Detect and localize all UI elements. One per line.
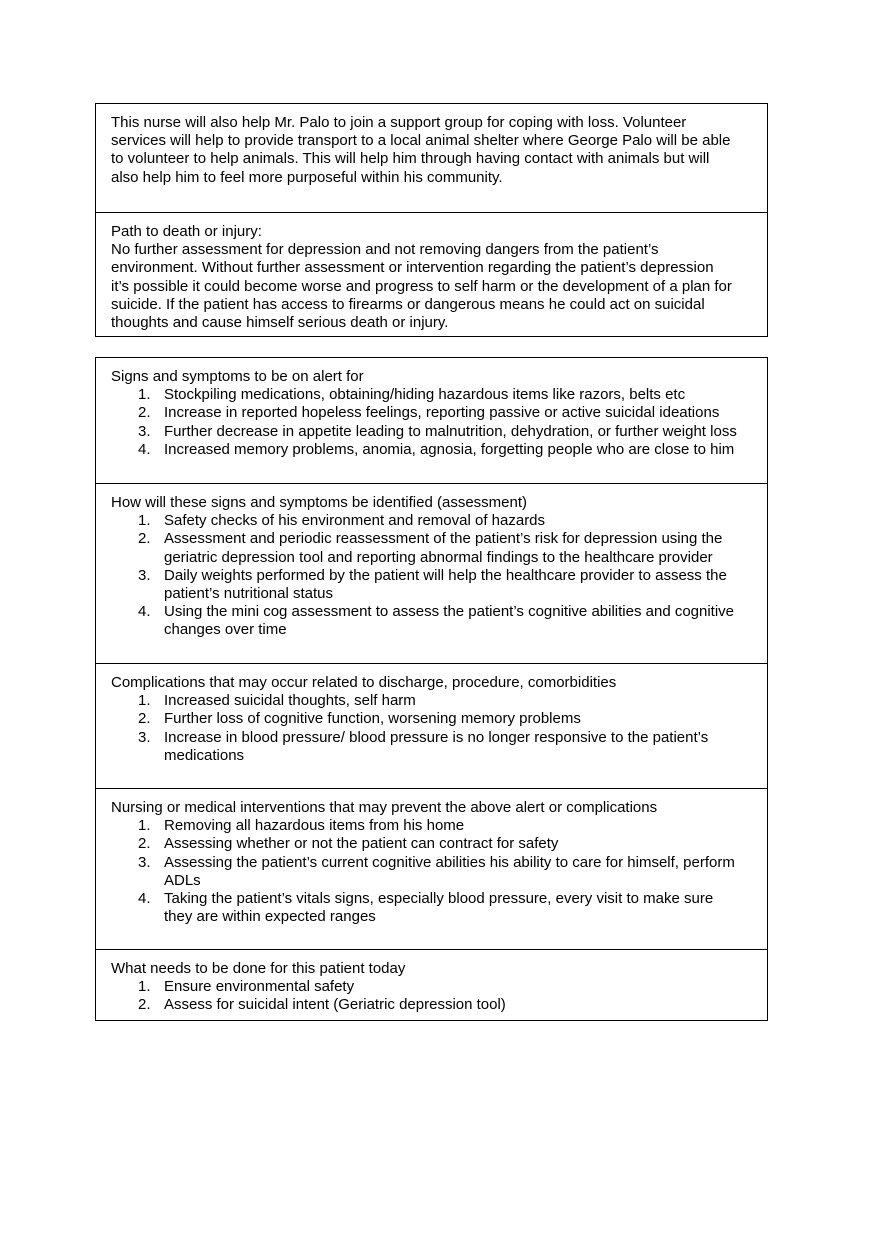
discharge-table-2 (95, 357, 768, 1021)
support-line: services will help to provide transport to a local animal shelter where George Palo will be able (111, 132, 731, 150)
list-item: 4. Using the mini cog assessment to assess the patient’s cognitive abilities and cognitive changes over time (138, 603, 735, 639)
list-item: 3. Increase in blood pressure/ blood pressure is no longer responsive to the patient’s medications (138, 728, 709, 764)
complications-heading: Complications that may occur related to discharge, procedure, comorbidities (111, 674, 617, 691)
support-line: also help him to feel more purposeful within his community. (111, 168, 503, 186)
assessment-list (111, 512, 767, 639)
interventions-cell (96, 789, 767, 950)
interventions-heading: Nursing or medical interventions that may prevent the above alert or complications (111, 799, 658, 816)
list-item: 4. Taking the patient’s vitals signs, especially blood pressure, every visit to make sure they are within expected ranges (138, 890, 714, 926)
list-item: 4. Increased memory problems, anomia, agnosia, forgetting people who are close to him (138, 440, 735, 458)
path-to-injury-cell (96, 213, 767, 336)
list-item: 1. Stockpiling medications, obtaining/hiding hazardous items like razors, belts etc (138, 386, 686, 404)
list-item: 3. Assessing the patient’s current cognitive abilities his ability to care for himself, perform ADLs (138, 853, 735, 889)
signs-list (111, 386, 767, 459)
list-item: 1. Ensure environmental safety (138, 978, 355, 996)
support-plan-cell (96, 104, 767, 213)
list-item: 2. Assess for suicidal intent (Geriatric depression tool) (138, 996, 506, 1014)
complications-list (111, 692, 767, 765)
list-item: 1. Removing all hazardous items from his home (138, 817, 465, 835)
list-item: 2. Assessment and periodic reassessment of the patient’s risk for depression using the geriatric depression tool and reporting abnormal findings to the healthcare provider (138, 530, 723, 566)
today-heading: What needs to be done for this patient today (111, 960, 406, 977)
list-item: 2. Increase in reported hopeless feelings, reporting passive or active suicidal ideations (138, 404, 720, 422)
assessment-cell (96, 484, 767, 664)
list-item: 2. Further loss of cognitive function, worsening memory problems (138, 710, 581, 728)
interventions-list (111, 817, 767, 926)
path-heading: Path to death or injury: (111, 223, 262, 240)
path-line: it’s possible it could become worse and progress to self harm or the development of a plan for (111, 277, 732, 295)
list-item: 3. Further decrease in appetite leading to malnutrition, dehydration, or further weight loss (138, 422, 737, 440)
assessment-heading: How will these signs and symptoms be identified (assessment) (111, 494, 528, 511)
list-item: 2. Assessing whether or not the patient can contract for safety (138, 835, 559, 853)
path-line: No further assessment for depression and not removing dangers from the patient’s (111, 241, 659, 259)
discharge-table-1 (95, 103, 768, 337)
list-item: 1. Increased suicidal thoughts, self harm (138, 692, 416, 710)
list-item: 3. Daily weights performed by the patient will help the healthcare provider to assess the patient’s nutritional status (138, 566, 727, 603)
signs-heading: Signs and symptoms to be on alert for (111, 368, 364, 385)
list-item: 1. Safety checks of his environment and removal of hazards (138, 512, 546, 530)
path-line: environment. Without further assessment or intervention regarding the patient’s depression (111, 259, 714, 277)
path-line: suicide. If the patient has access to firearms or dangerous means he could act on suicidal (111, 295, 705, 313)
path-line: thoughts and cause himself serious death or injury. (111, 314, 449, 332)
support-line: This nurse will also help Mr. Palo to join a support group for coping with loss. Volunteer (111, 114, 687, 131)
complications-cell (96, 664, 767, 789)
signs-cell (96, 358, 767, 484)
support-line: to volunteer to help animals. This will help him through having contact with animals but will (111, 150, 710, 168)
today-cell (96, 950, 767, 1020)
today-list (111, 978, 767, 1014)
